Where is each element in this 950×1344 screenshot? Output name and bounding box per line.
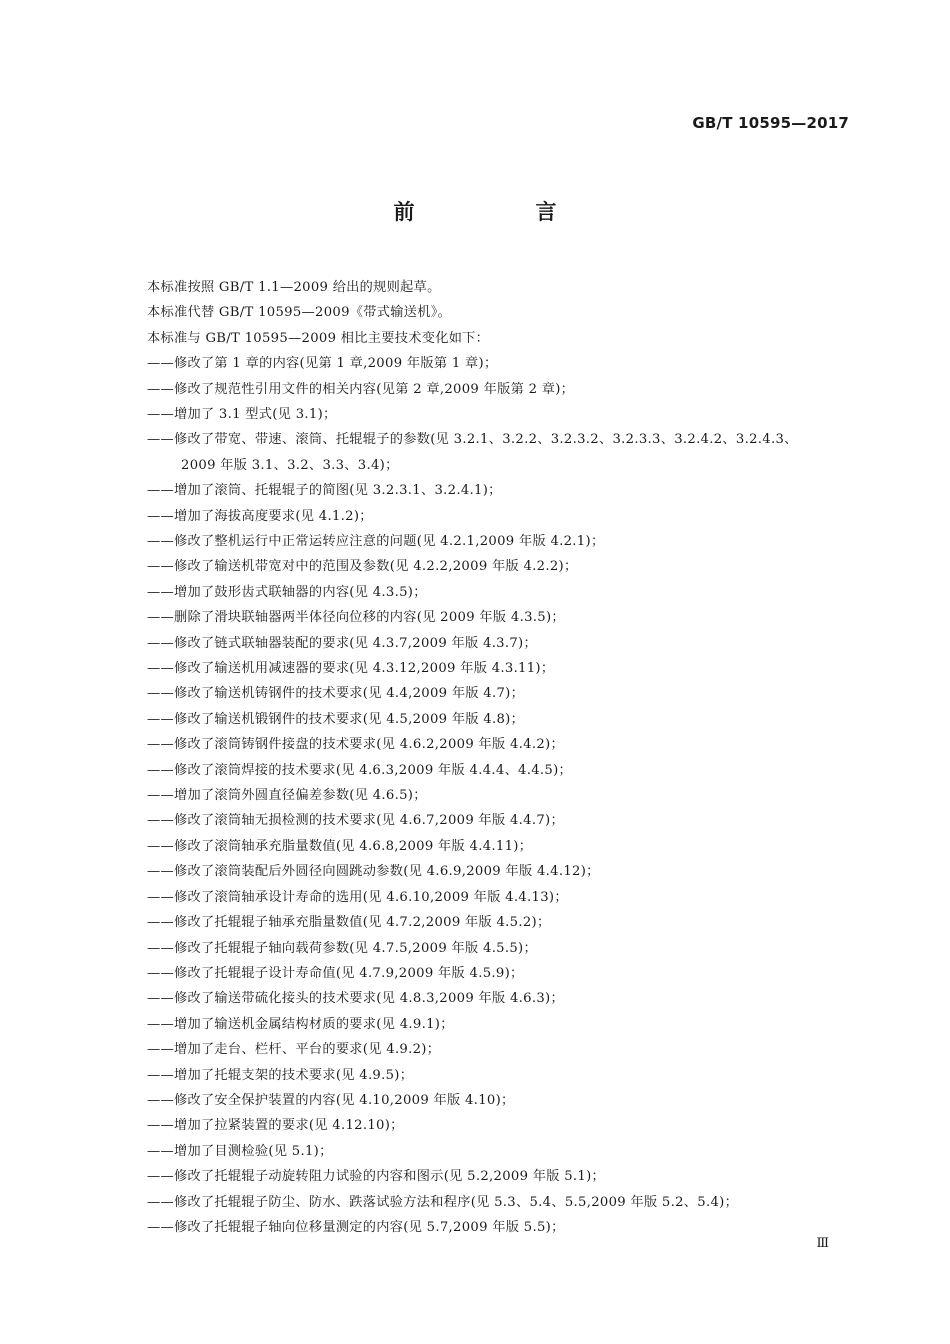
- change-item-text: ——增加了鼓形齿式联轴器的内容(见 4.3.5)；: [147, 584, 427, 600]
- change-item-text: ——修改了第 1 章的内容(见第 1 章,2009 年版第 1 章)；: [147, 356, 498, 372]
- change-item: [147, 1037, 867, 1062]
- change-item-text: ——修改了滚筒轴承设计寿命的选用(见 4.6.10,2009 年版 4.4.13)；: [147, 889, 568, 905]
- change-item-text: ——修改了滚筒装配后外圆径向圆跳动参数(见 4.6.9,2009 年版 4.4.12)；: [147, 864, 600, 880]
- change-item: [147, 402, 867, 427]
- change-item: [147, 580, 867, 605]
- change-item: [147, 351, 867, 376]
- intro-line: 本标准按照 GB/T 1.1—2009 给出的规则起草。: [147, 280, 441, 295]
- change-item: [147, 885, 867, 910]
- change-item: [147, 1139, 867, 1164]
- change-item: [147, 1088, 867, 1113]
- document-body: [147, 275, 867, 1240]
- change-item: [147, 631, 867, 656]
- change-item-text: ——修改了输送机带宽对中的范围及参数(见 4.2.2,2009 年版 4.2.2)；: [147, 559, 578, 575]
- change-item-text: ——修改了输送机铸钢件的技术要求(见 4.4,2009 年版 4.7)；: [147, 686, 525, 702]
- change-item: [147, 478, 867, 503]
- change-item-text: ——修改了滚筒轴无损检测的技术要求(见 4.6.7,2009 年版 4.4.7)；: [147, 813, 564, 829]
- intro-line: 本标准代替 GB/T 10595—2009《带式输送机》。: [147, 305, 452, 321]
- change-item: [147, 707, 867, 732]
- change-item-text: ——修改了滚筒轴承充脂量数值(见 4.6.8,2009 年版 4.4.11)；: [147, 838, 533, 854]
- change-item: [147, 554, 867, 579]
- change-item-text: ——修改了托辊辊子轴承充脂量数值(见 4.7.2,2009 年版 4.5.2)；: [147, 915, 551, 931]
- change-item-continuation: 2009 年版 3.1、3.2、3.3、3.4)；: [181, 457, 399, 473]
- change-item: [147, 986, 867, 1011]
- change-item-text: ——增加了滚筒外圆直径偏差参数(见 4.6.5)；: [147, 788, 427, 804]
- change-item: [147, 1113, 867, 1138]
- change-item: [147, 1190, 867, 1215]
- change-item-text: ——修改了托辊辊子设计寿命值(见 4.7.9,2009 年版 4.5.9)；: [147, 965, 524, 981]
- change-item-text: ——修改了托辊辊子轴向载荷参数(见 4.7.5,2009 年版 4.5.5)；: [147, 940, 537, 956]
- change-item-text: ——修改了带宽、带速、滚筒、托辊辊子的参数(见 3.2.1、3.2.2、3.2.3.2、3.2.3.3、3.2.4.2、3.2.4.3、: [147, 432, 798, 448]
- change-item: [147, 504, 867, 529]
- change-item-text: ——修改了规范性引用文件的相关内容(见第 2 章,2009 年版第 2 章)；: [147, 381, 575, 397]
- change-item-text: ——增加了 3.1 型式(见 3.1)；: [147, 406, 337, 422]
- change-item-text: ——修改了输送机锻钢件的技术要求(见 4.5,2009 年版 4.8)；: [147, 711, 525, 727]
- change-item-text: ——修改了安全保护装置的内容(见 4.10,2009 年版 4.10)；: [147, 1092, 515, 1108]
- change-item-text: ——修改了链式联轴器装配的要求(见 4.3.7,2009 年版 4.3.7)；: [147, 635, 537, 651]
- change-item: [147, 427, 867, 478]
- change-item: [147, 783, 867, 808]
- change-item: [147, 834, 867, 859]
- change-item: [147, 1012, 867, 1037]
- change-item-text: ——增加了滚筒、托辊辊子的简图(见 3.2.3.1、3.2.4.1)；: [147, 483, 502, 499]
- change-item-text: ——修改了输送带硫化接头的技术要求(见 4.8.3,2009 年版 4.6.3)；: [147, 991, 564, 1007]
- change-item-text: ——修改了滚筒铸钢件接盘的技术要求(见 4.6.2,2009 年版 4.4.2)；: [147, 737, 564, 753]
- change-item: [147, 529, 867, 554]
- change-item: [147, 732, 867, 757]
- change-item: [147, 1063, 867, 1088]
- change-item-text: ——修改了托辊辊子防尘、防水、跌落试验方法和程序(见 5.3、5.4、5.5,2009 年版 5.2、5.4)；: [147, 1194, 739, 1210]
- change-item: [147, 758, 867, 783]
- change-item: [147, 1164, 867, 1189]
- changes-list: [147, 351, 867, 1240]
- page-number: Ⅲ: [816, 1236, 829, 1251]
- change-item: [147, 377, 867, 402]
- intro-line: 本标准与 GB/T 10595—2009 相比主要技术变化如下：: [147, 330, 490, 346]
- change-item: [147, 936, 867, 961]
- change-item-text: ——修改了滚筒焊接的技术要求(见 4.6.3,2009 年版 4.4.4、4.4.5)；: [147, 762, 573, 778]
- change-item: [147, 656, 867, 681]
- change-item-text: ——删除了滑块联轴器两半体径向位移的内容(见 2009 年版 4.3.5)；: [147, 610, 565, 626]
- change-item-text: ——修改了托辊辊子动旋转阻力试验的内容和图示(见 5.2,2009 年版 5.1)；: [147, 1169, 606, 1185]
- change-item: [147, 961, 867, 986]
- change-item: [147, 859, 867, 884]
- change-item: [147, 1215, 867, 1240]
- page-title: 前 言: [393, 200, 607, 224]
- change-item-text: ——增加了托辊支架的技术要求(见 4.9.5)；: [147, 1067, 414, 1083]
- change-item: [147, 605, 867, 630]
- standard-number: GB/T 10595—2017: [692, 114, 849, 132]
- change-item: [147, 681, 867, 706]
- change-item-text: ——修改了整机运行中正常运转应注意的问题(见 4.2.1,2009 年版 4.2.1)；: [147, 534, 605, 550]
- change-item-text: ——修改了输送机用减速器的要求(见 4.3.12,2009 年版 4.3.11)；: [147, 661, 555, 677]
- change-item-text: ——增加了目测检验(见 5.1)；: [147, 1143, 333, 1159]
- change-item-text: ——修改了托辊辊子轴向位移量测定的内容(见 5.7,2009 年版 5.5)；: [147, 1219, 565, 1235]
- change-item-text: ——增加了海拔高度要求(见 4.1.2)；: [147, 508, 373, 524]
- change-item: [147, 808, 867, 833]
- change-item-text: ——增加了输送机金属结构材质的要求(见 4.9.1)；: [147, 1016, 454, 1032]
- change-item: [147, 910, 867, 935]
- change-item-text: ——增加了走台、栏杆、平台的要求(见 4.9.2)；: [147, 1042, 441, 1058]
- change-item-text: ——增加了拉紧装置的要求(见 4.12.10)；: [147, 1118, 404, 1134]
